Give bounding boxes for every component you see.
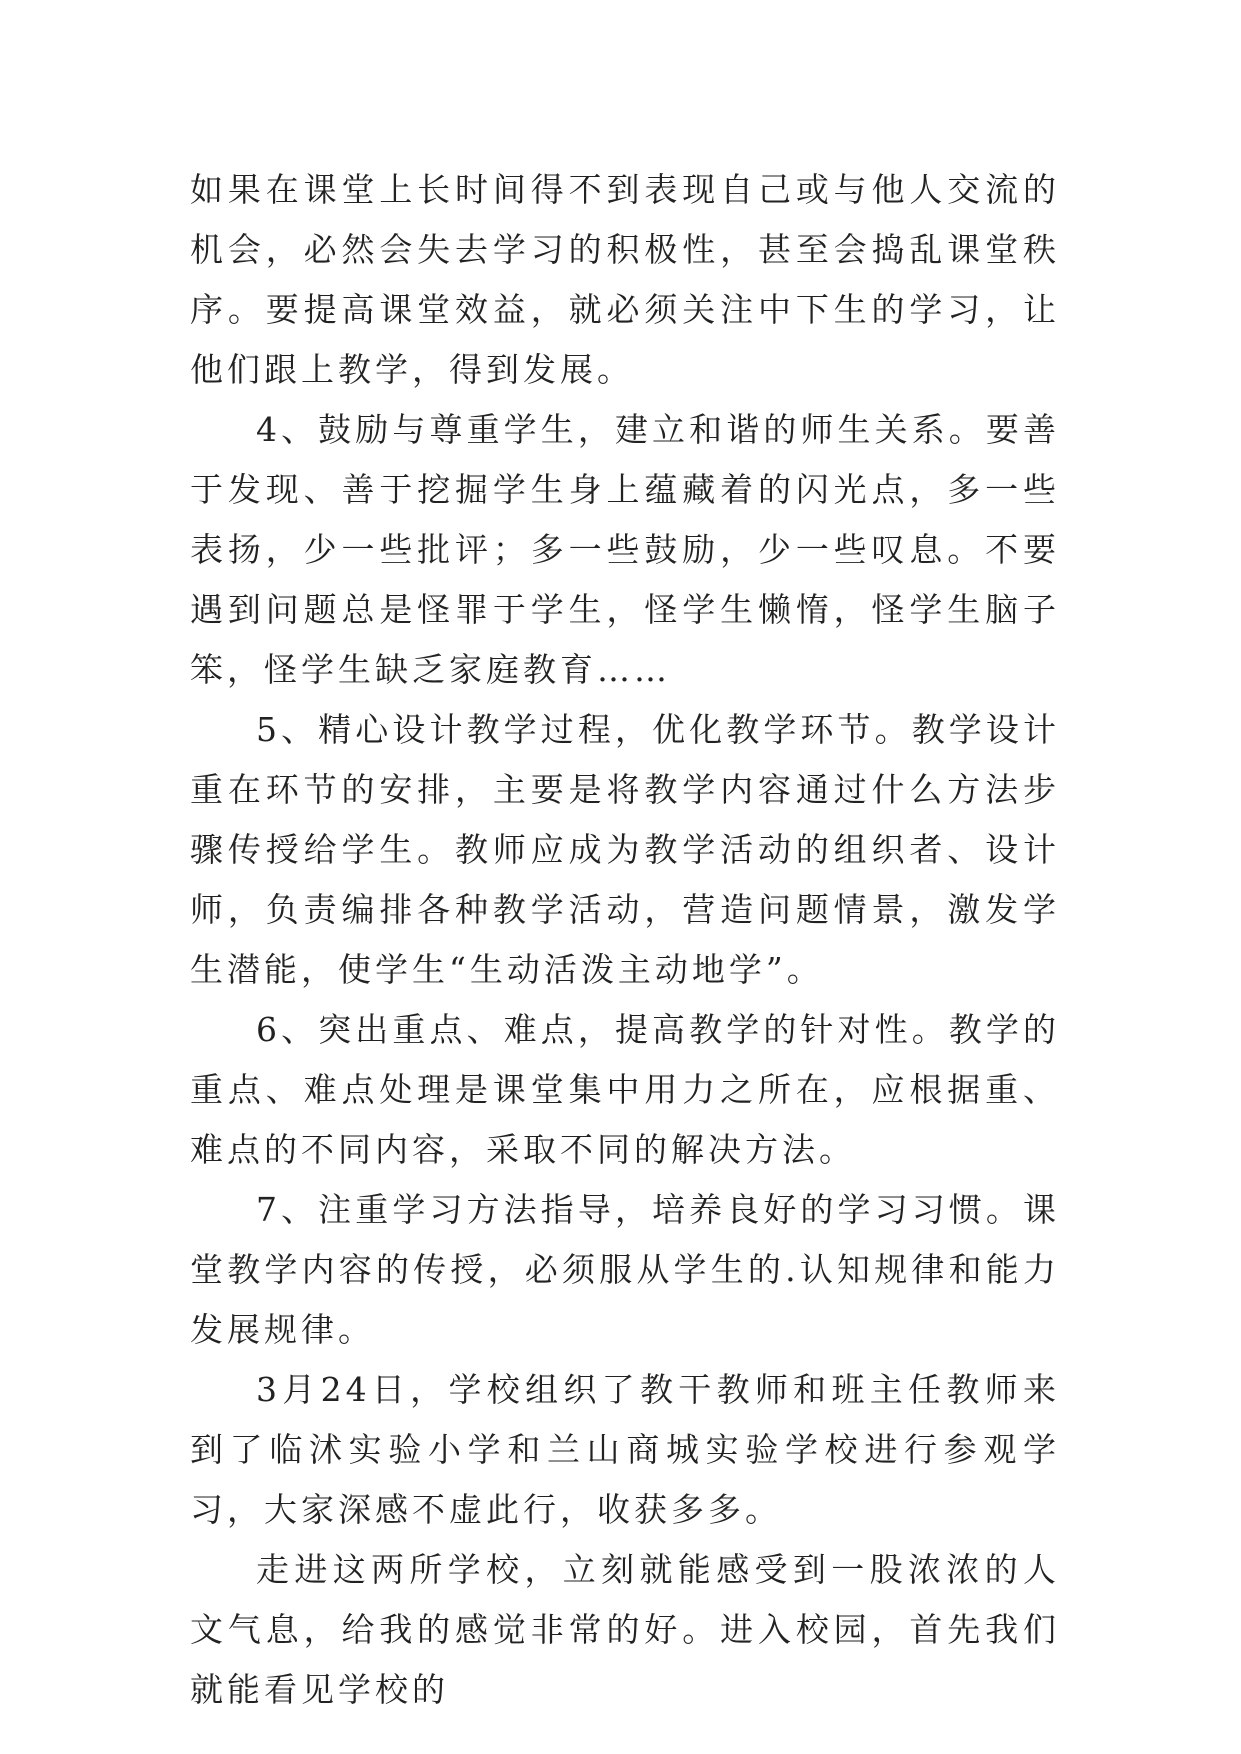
document-body: [190, 160, 1060, 1720]
paragraph-4: 6、突出重点、难点，提高教学的针对性。教学的重点、难点处理是课堂集中用力之所在，应根据重、难点的不同内容，采取不同的解决方法。: [190, 1010, 1060, 1169]
paragraph-1: 如果在课堂上长时间得不到表现自己或与他人交流的机会，必然会失去学习的积极性，甚至会捣乱课堂秩序。要提高课堂效益，就必须关注中下生的学习，让他们跟上教学，得到发展。: [190, 170, 1060, 389]
paragraph-7: 走进这两所学校，立刻就能感受到一股浓浓的人文气息，给我的感觉非常的好。进入校园，首先我们就能看见学校的: [190, 1550, 1060, 1709]
paragraph-3: 5、精心设计教学过程，优化教学环节。教学设计重在环节的安排，主要是将教学内容通过什么方法步骤传授给学生。教师应成为教学活动的组织者、设计师，负责编排各种教学活动，营造问题情景，激发学生潜能，使学生“生动活泼主动地学”。: [190, 710, 1060, 989]
paragraph-2: 4、鼓励与尊重学生，建立和谐的师生关系。要善于发现、善于挖掘学生身上蕴藏着的闪光点，多一些表扬，少一些批评；多一些鼓励，少一些叹息。不要遇到问题总是怪罪于学生，怪学生懒惰，怪学生脑子笨，怪学生缺乏家庭教育……: [190, 410, 1060, 689]
paragraph-6: 3月24日，学校组织了教干教师和班主任教师来到了临沭实验小学和兰山商城实验学校进行参观学习，大家深感不虚此行，收获多多。: [190, 1370, 1060, 1529]
paragraph-5: 7、注重学习方法指导，培养良好的学习习惯。课堂教学内容的传授，必须服从学生的.认知规律和能力发展规律。: [190, 1190, 1060, 1349]
